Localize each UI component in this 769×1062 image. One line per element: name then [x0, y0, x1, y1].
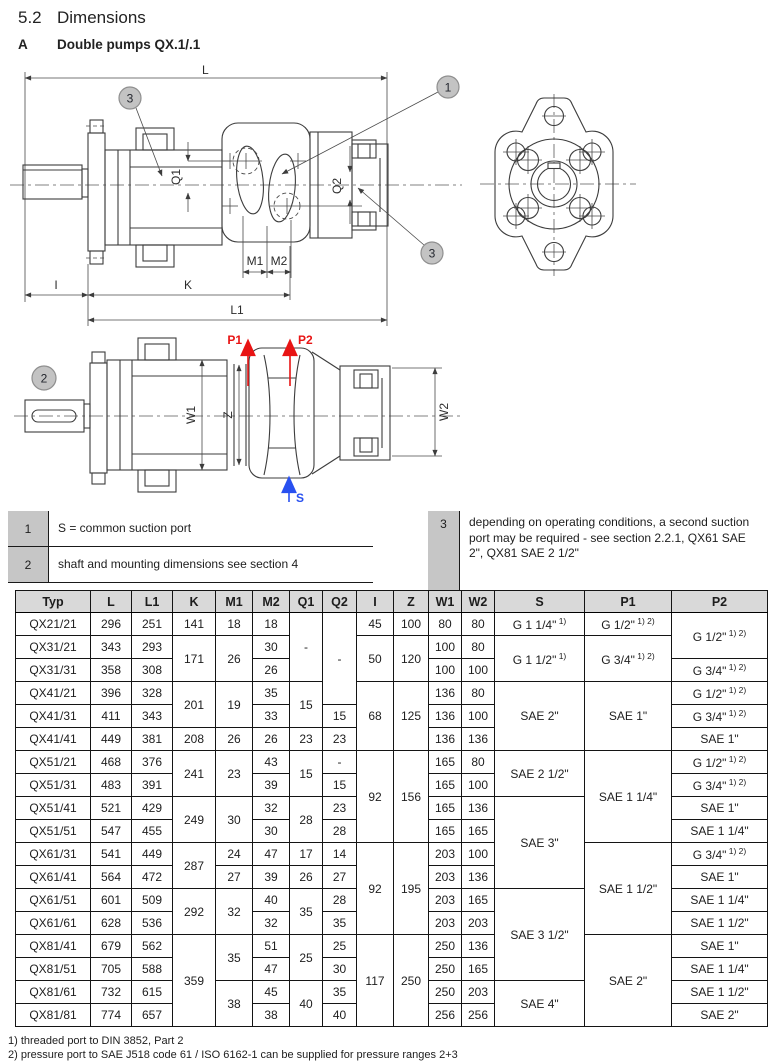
dimension-table-body: [16, 613, 768, 1027]
dim-label-q1: Q1: [169, 168, 183, 186]
table-cell: 203: [462, 912, 495, 935]
table-cell: G 1/2" $^{1) 2)}$: [585, 613, 672, 636]
table-cell: 92: [357, 751, 394, 843]
table-cell: 23: [323, 728, 357, 751]
table-cell: 165: [429, 820, 462, 843]
table-cell: 30: [323, 958, 357, 981]
section-title: [18, 8, 146, 28]
row-typ: QX81/51: [16, 958, 91, 981]
row-typ: QX61/41: [16, 866, 91, 889]
table-cell: 35: [216, 935, 253, 981]
row-typ: QX61/61: [16, 912, 91, 935]
table-cell: 141: [173, 613, 216, 636]
table-cell: 40: [323, 1004, 357, 1027]
table-cell: 25: [323, 935, 357, 958]
table-cell: 30: [253, 820, 290, 843]
table-cell: 547: [91, 820, 132, 843]
column-header-w1: W1: [429, 591, 462, 613]
table-cell: 396: [91, 682, 132, 705]
row-typ: QX81/61: [16, 981, 91, 1004]
row-typ: QX31/31: [16, 659, 91, 682]
table-cell: 165: [462, 889, 495, 912]
table-cell: 51: [253, 935, 290, 958]
column-header-typ: Typ: [16, 591, 91, 613]
table-cell: 468: [91, 751, 132, 774]
table-cell: 80: [462, 636, 495, 659]
table-cell: 47: [253, 958, 290, 981]
table-row: [16, 935, 768, 958]
table-cell: 165: [429, 774, 462, 797]
table-cell: 19: [216, 682, 253, 728]
callout-number: 1: [444, 80, 452, 95]
table-cell: 521: [91, 797, 132, 820]
table-cell: 38: [253, 1004, 290, 1027]
row-typ: QX61/31: [16, 843, 91, 866]
table-cell: SAE 2": [585, 935, 672, 1027]
callout-3-top: [119, 87, 162, 176]
subsection-title: [18, 37, 200, 52]
footnote-2: 2) pressure port to SAE J518 code 61 / ISO 6162-1 can be supplied for pressure ranges 2+3: [8, 1049, 458, 1061]
row-typ: QX61/51: [16, 889, 91, 912]
table-cell: 203: [429, 843, 462, 866]
table-cell: 30: [253, 636, 290, 659]
table-cell: 455: [132, 820, 173, 843]
table-cell: 657: [132, 1004, 173, 1027]
table-cell: 358: [91, 659, 132, 682]
note-badge: 3: [428, 511, 460, 595]
table-cell: G 1/2" $^{1) 2)}$: [672, 682, 768, 705]
table-cell: 541: [91, 843, 132, 866]
table-cell: 251: [132, 613, 173, 636]
dim-label-l: L: [202, 63, 209, 77]
table-cell: 256: [429, 1004, 462, 1027]
table-cell: 156: [394, 751, 429, 843]
table-row: [16, 751, 768, 774]
table-cell: 100: [462, 705, 495, 728]
table-cell: 136: [429, 682, 462, 705]
row-typ: QX51/21: [16, 751, 91, 774]
dim-label-m1: M1: [246, 254, 264, 268]
table-row: [16, 613, 768, 636]
table-cell: 100: [462, 843, 495, 866]
table-cell: 250: [429, 981, 462, 1004]
table-cell: 27: [323, 866, 357, 889]
footnote-1: 1) threaded port to DIN 3852, Part 2: [8, 1035, 184, 1047]
dim-label-w2: W2: [437, 403, 451, 421]
table-cell: 26: [290, 866, 323, 889]
table-row: [16, 682, 768, 705]
port-label-s: S: [296, 491, 305, 505]
table-cell: 679: [91, 935, 132, 958]
column-header-p2: P2: [672, 591, 768, 613]
table-cell: 117: [357, 935, 394, 1027]
table-cell: G 1/2" $^{1) 2)}$: [672, 751, 768, 774]
table-cell: 241: [173, 751, 216, 797]
column-header-s: S: [495, 591, 585, 613]
table-cell: 292: [173, 889, 216, 935]
table-cell: 136: [429, 728, 462, 751]
table-cell: 50: [357, 636, 394, 682]
table-cell: 615: [132, 981, 173, 1004]
table-cell: 449: [91, 728, 132, 751]
table-cell: 165: [462, 958, 495, 981]
dim-label-z: Z: [221, 411, 235, 419]
note-badge: 1: [8, 511, 49, 547]
column-header-p1: P1: [585, 591, 672, 613]
table-cell: 26: [216, 728, 253, 751]
dim-q1: [169, 142, 234, 212]
table-cell: G 3/4" $^{1) 2)}$: [672, 659, 768, 682]
note-row: [428, 511, 767, 595]
column-header-q2: Q2: [323, 591, 357, 613]
table-cell: 136: [462, 728, 495, 751]
table-cell: 15: [290, 751, 323, 797]
table-cell: 203: [462, 981, 495, 1004]
row-typ: QX21/21: [16, 613, 91, 636]
table-cell: 26: [253, 728, 290, 751]
dim-w2: [392, 368, 451, 456]
dim-i-k-l1: [25, 246, 387, 326]
table-cell: 28: [323, 889, 357, 912]
footnotes: [8, 1034, 458, 1062]
table-cell: 35: [323, 981, 357, 1004]
note-row: [8, 547, 373, 583]
table-cell: 601: [91, 889, 132, 912]
table-cell: 39: [253, 866, 290, 889]
note-row: [8, 511, 373, 547]
row-typ: QX81/81: [16, 1004, 91, 1027]
column-header-q1: Q1: [290, 591, 323, 613]
column-header-i: I: [357, 591, 394, 613]
column-header-m2: M2: [253, 591, 290, 613]
port-label-p1: P1: [227, 333, 242, 347]
table-cell: 28: [290, 797, 323, 843]
table-cell: 208: [173, 728, 216, 751]
table-cell: 201: [173, 682, 216, 728]
table-cell: 47: [253, 843, 290, 866]
table-cell: 15: [290, 682, 323, 728]
table-cell: 732: [91, 981, 132, 1004]
port-s-arrow: [289, 479, 304, 505]
table-cell: 33: [253, 705, 290, 728]
table-cell: 125: [394, 682, 429, 751]
table-cell: 100: [394, 613, 429, 636]
port-p1-arrow: [227, 333, 248, 386]
table-cell: 564: [91, 866, 132, 889]
table-cell: 195: [394, 843, 429, 935]
table-cell: 14: [323, 843, 357, 866]
table-cell: 165: [429, 797, 462, 820]
column-header-w2: W2: [462, 591, 495, 613]
table-cell: 32: [253, 912, 290, 935]
table-cell: 411: [91, 705, 132, 728]
table-cell: 136: [462, 797, 495, 820]
table-cell: SAE 2": [672, 1004, 768, 1027]
table-cell: 120: [394, 636, 429, 682]
dim-label-w1: W1: [184, 406, 198, 424]
table-cell: 203: [429, 866, 462, 889]
table-cell: SAE 1": [672, 935, 768, 958]
table-cell: 250: [394, 935, 429, 1027]
table-cell: 256: [462, 1004, 495, 1027]
table-cell: SAE 1 1/4": [672, 889, 768, 912]
table-cell: SAE 1 1/4": [585, 751, 672, 843]
dim-label-l1: L1: [230, 303, 244, 317]
section-number: 5.2: [18, 8, 42, 27]
table-cell: 308: [132, 659, 173, 682]
table-cell: 343: [132, 705, 173, 728]
table-cell: G 1 1/2" $^{1)}$: [495, 636, 585, 682]
callout-number: 3: [126, 91, 134, 106]
table-cell: 35: [290, 889, 323, 935]
table-cell: 80: [462, 613, 495, 636]
table-cell: 328: [132, 682, 173, 705]
table-cell: 92: [357, 843, 394, 935]
table-cell: 26: [253, 659, 290, 682]
callout-2: [32, 366, 56, 390]
row-typ: QX51/31: [16, 774, 91, 797]
row-typ: QX41/31: [16, 705, 91, 728]
table-cell: 18: [253, 613, 290, 636]
table-cell: G 1 1/4" $^{1)}$: [495, 613, 585, 636]
table-cell: 100: [429, 636, 462, 659]
table-cell: 23: [290, 728, 323, 751]
table-cell: -: [290, 613, 323, 682]
dim-label-q2: Q2: [330, 177, 344, 195]
callout-1: [282, 76, 459, 174]
dim-label-k: K: [183, 278, 193, 292]
row-typ: QX81/41: [16, 935, 91, 958]
note-text: depending on operating conditions, a second suction port may be required - see section 2.2.1, QX61 SAE 2", QX81 SAE 2 1/2": [460, 511, 768, 595]
table-cell: SAE 1 1/2": [672, 981, 768, 1004]
table-row: [16, 843, 768, 866]
notes-left: [8, 511, 373, 583]
table-cell: 287: [173, 843, 216, 889]
table-cell: SAE 1": [672, 797, 768, 820]
table-cell: G 1/2" $^{1) 2)}$: [672, 613, 768, 659]
table-cell: 296: [91, 613, 132, 636]
table-cell: 293: [132, 636, 173, 659]
table-cell: SAE 3 1/2": [495, 889, 585, 981]
row-typ: QX51/51: [16, 820, 91, 843]
dimension-table: [15, 590, 768, 1027]
table-cell: 562: [132, 935, 173, 958]
table-cell: 30: [216, 797, 253, 843]
callout-number: 2: [40, 371, 48, 386]
column-header-l1: L1: [132, 591, 173, 613]
row-typ: QX41/41: [16, 728, 91, 751]
table-cell: SAE 1 1/4": [672, 820, 768, 843]
table-cell: 23: [216, 751, 253, 797]
table-cell: 15: [323, 705, 357, 728]
table-cell: 774: [91, 1004, 132, 1027]
table-cell: 171: [173, 636, 216, 682]
table-cell: 136: [462, 935, 495, 958]
table-cell: 45: [253, 981, 290, 1004]
row-typ: QX41/21: [16, 682, 91, 705]
dim-z: [221, 365, 239, 465]
table-cell: 17: [290, 843, 323, 866]
note-text: S = common suction port: [49, 511, 374, 547]
table-cell: 100: [429, 659, 462, 682]
table-cell: 40: [253, 889, 290, 912]
table-cell: 32: [216, 889, 253, 935]
table-cell: -: [323, 751, 357, 774]
table-cell: G 3/4" $^{1) 2)}$: [672, 843, 768, 866]
table-cell: 136: [429, 705, 462, 728]
table-cell: 359: [173, 935, 216, 1027]
table-cell: 472: [132, 866, 173, 889]
table-cell: 381: [132, 728, 173, 751]
table-cell: SAE 1 1/4": [672, 958, 768, 981]
table-cell: SAE 1 1/2": [585, 843, 672, 935]
table-cell: 249: [173, 797, 216, 843]
table-cell: 136: [462, 866, 495, 889]
table-cell: 536: [132, 912, 173, 935]
table-row: [16, 636, 768, 659]
table-cell: 80: [462, 682, 495, 705]
row-typ: QX51/41: [16, 797, 91, 820]
table-cell: SAE 2 1/2": [495, 751, 585, 797]
column-header-z: Z: [394, 591, 429, 613]
table-cell: 429: [132, 797, 173, 820]
table-cell: 35: [323, 912, 357, 935]
table-cell: 25: [290, 935, 323, 981]
dim-label-m2: M2: [270, 254, 288, 268]
table-cell: 45: [357, 613, 394, 636]
note-text: shaft and mounting dimensions see section 4: [49, 547, 374, 583]
table-cell: 628: [91, 912, 132, 935]
table-cell: 27: [216, 866, 253, 889]
table-cell: SAE 4": [495, 981, 585, 1027]
table-cell: 23: [323, 797, 357, 820]
table-cell: 343: [91, 636, 132, 659]
table-cell: 203: [429, 912, 462, 935]
column-header-k: K: [173, 591, 216, 613]
table-cell: 15: [323, 774, 357, 797]
table-cell: 165: [429, 751, 462, 774]
table-cell: 588: [132, 958, 173, 981]
callout-number: 3: [428, 246, 436, 261]
column-header-m1: M1: [216, 591, 253, 613]
drawing-side-view: [2, 330, 472, 510]
subsection-letter: A: [18, 37, 28, 52]
table-cell: G 3/4" $^{1) 2)}$: [672, 705, 768, 728]
table-cell: 35: [253, 682, 290, 705]
table-cell: 250: [429, 958, 462, 981]
drawing-top-view: [0, 63, 470, 334]
row-typ: QX31/21: [16, 636, 91, 659]
section-title-text: Dimensions: [57, 8, 146, 27]
table-cell: 80: [462, 751, 495, 774]
note-badge: 2: [8, 547, 49, 583]
table-cell: 38: [216, 981, 253, 1027]
table-cell: 26: [216, 636, 253, 682]
table-cell: SAE 2": [495, 682, 585, 751]
dim-label-i: I: [54, 278, 58, 292]
table-cell: 449: [132, 843, 173, 866]
table-cell: G 3/4" $^{1) 2)}$: [585, 636, 672, 682]
dim-m1-m2: [243, 216, 291, 278]
table-cell: 483: [91, 774, 132, 797]
table-cell: 509: [132, 889, 173, 912]
table-cell: SAE 3": [495, 797, 585, 889]
table-cell: SAE 1": [585, 682, 672, 751]
table-cell: 68: [357, 682, 394, 751]
column-header-l: L: [91, 591, 132, 613]
table-cell: 18: [216, 613, 253, 636]
table-cell: 43: [253, 751, 290, 774]
table-cell: 100: [462, 774, 495, 797]
table-cell: SAE 1": [672, 866, 768, 889]
table-cell: 100: [462, 659, 495, 682]
table-cell: 40: [290, 981, 323, 1027]
table-cell: 391: [132, 774, 173, 797]
table-cell: 24: [216, 843, 253, 866]
table-cell: -: [323, 613, 357, 705]
table-cell: 28: [323, 820, 357, 843]
table-cell: SAE 1": [672, 728, 768, 751]
table-cell: 203: [429, 889, 462, 912]
table-cell: 165: [462, 820, 495, 843]
pump-outline: [25, 338, 390, 492]
table-cell: 705: [91, 958, 132, 981]
table-cell: 80: [429, 613, 462, 636]
notes-right: [428, 511, 767, 595]
table-cell: 250: [429, 935, 462, 958]
subsection-title-text: Double pumps QX.1/.1: [57, 37, 201, 52]
table-cell: 376: [132, 751, 173, 774]
table-header-row: [16, 591, 768, 613]
table-cell: G 3/4" $^{1) 2)}$: [672, 774, 768, 797]
table-cell: 39: [253, 774, 290, 797]
table-cell: SAE 1 1/2": [672, 912, 768, 935]
table-cell: 32: [253, 797, 290, 820]
drawing-front-view: [478, 90, 638, 280]
port-label-p2: P2: [298, 333, 313, 347]
